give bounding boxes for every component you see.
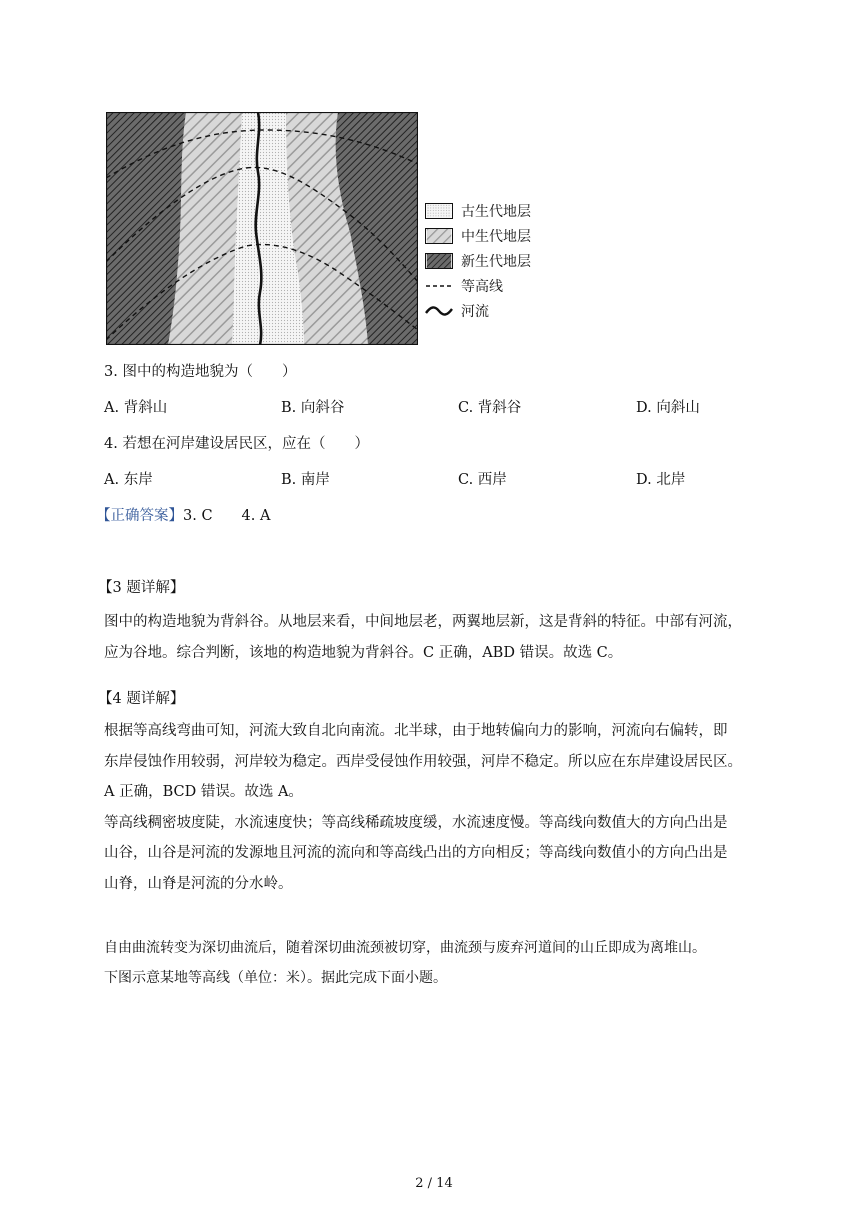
geologic-map-figure: [106, 112, 418, 345]
page-number: 2 / 14: [415, 1176, 453, 1191]
option-a: A. 背斜山: [104, 400, 168, 416]
detail-3-heading: 【3 题详解】: [98, 580, 185, 596]
correct-answer-line: [96, 506, 270, 526]
legend-item-paleozoic: [425, 198, 565, 223]
option-c: C. 西岸: [458, 472, 507, 488]
legend-item-cenozoic: [425, 248, 565, 273]
detail-4-heading: 【4 题详解】: [98, 691, 185, 707]
option-d: D. 向斜山: [636, 400, 700, 416]
question-4-stem: 4. 若想在河岸建设居民区，应在（ ）: [104, 436, 369, 452]
paragraph-line: 根据等高线弯曲可知，河流大致自北向南流。北半球，由于地转偏向力的影响，河流向右偏转，即: [104, 723, 728, 739]
answer-values: 3. C 4. A: [183, 508, 271, 524]
option-b: B. 向斜谷: [281, 400, 345, 416]
legend-item-mesozoic: [425, 223, 565, 248]
legend-label: 等高线: [461, 278, 503, 295]
question-3-stem: 3. 图中的构造地貌为（ ）: [104, 364, 297, 380]
paragraph-line: 自由曲流转变为深切曲流后，随着深切曲流颈被切穿，曲流颈与废弃河道间的山丘即成为离堆山。: [104, 940, 706, 956]
paragraph-line: 等高线稠密坡度陡，水流速度快；等高线稀疏坡度缓，水流速度慢。等高线向数值大的方向凸出是: [104, 814, 728, 831]
paragraph-line: 应为谷地。综合判断，该地的构造地貌为背斜谷。C 正确，ABD 错误。故选 C。: [104, 644, 623, 661]
answer-label: 【正确答案】: [96, 508, 183, 524]
detail-4-body: [104, 716, 774, 899]
question-4-options: [0, 470, 868, 490]
legend-label: 中生代地层: [461, 228, 531, 245]
detail-3-body: [104, 607, 774, 668]
cenozoic-swatch-icon: [425, 253, 453, 269]
legend-label: 古生代地层: [461, 203, 531, 220]
paleozoic-swatch-icon: [425, 203, 453, 219]
map-legend: [425, 198, 565, 323]
dashed-line-icon: [425, 278, 453, 294]
legend-item-river: [425, 298, 565, 323]
option-c: C. 背斜谷: [458, 400, 522, 416]
option-a: A. 东岸: [104, 472, 153, 488]
wavy-line-icon: [425, 303, 453, 319]
next-question-intro: [104, 933, 774, 993]
option-d: D. 北岸: [636, 472, 686, 488]
option-b: B. 南岸: [281, 472, 330, 488]
legend-label: 新生代地层: [461, 253, 531, 270]
paragraph-line: 山脊，山脊是河流的分水岭。: [104, 875, 293, 892]
paragraph-line: 东岸侵蚀作用较弱，河岸较为稳定。西岸受侵蚀作用较强，河岸不稳定。所以应在东岸建设居民区。: [104, 753, 742, 770]
legend-item-contour: [425, 273, 565, 298]
legend-label: 河流: [461, 303, 489, 320]
question-3-options: [0, 398, 868, 418]
paragraph-line: A 正确，BCD 错误。故选 A。: [104, 784, 303, 800]
paragraph-line: 图中的构造地貌为背斜谷。从地层来看，中间地层老，两翼地层新，这是背斜的特征。中部有河流，: [104, 614, 742, 630]
paragraph-line: 山谷，山谷是河流的发源地且河流的流向和等高线凸出的方向相反；等高线向数值小的方向凸出是: [104, 845, 728, 861]
mesozoic-swatch-icon: [425, 228, 453, 244]
paragraph-line: 下图示意某地等高线（单位：米）。据此完成下面小题。: [104, 970, 447, 986]
